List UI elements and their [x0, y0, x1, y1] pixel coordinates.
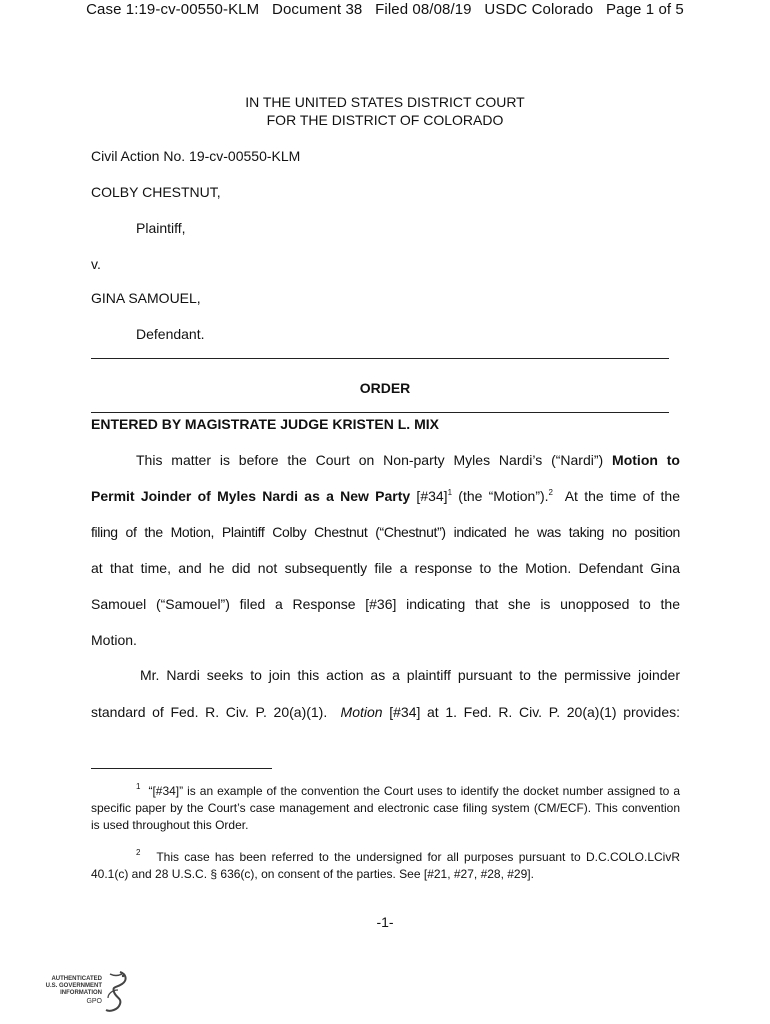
caption-divider — [91, 358, 669, 359]
page-number: -1- — [376, 914, 394, 930]
footnote-1: $^1$ “[#34]” is an example of the convention the Court uses to identify the docket number assigned to a specific paper by the Court’s case management and electronic case filing system (CM/ECF). This convention is used throughout this Order. — [91, 782, 680, 832]
plaintiff-name: COLBY CHESTNUT, — [91, 184, 221, 200]
court-name-line1: IN THE UNITED STATES DISTRICT COURT — [245, 94, 525, 110]
eagle-icon — [100, 968, 130, 1016]
order-title: ORDER — [359, 380, 411, 396]
court-name-line2: FOR THE DISTRICT OF COLORADO — [266, 112, 504, 128]
body-paragraph-1-line-4: at that time, and he did not subsequently file a response to the Motion. Defendant Gina — [91, 560, 680, 576]
gpo-authentication-seal — [40, 968, 140, 1020]
body-paragraph-1-line-3: filing of the Motion, Plaintiff Colby Chestnut (“Chestnut”) indicated he was taking no position — [91, 524, 680, 540]
seal-text: AUTHENTICATED U.S. GOVERNMENT INFORMATION GPO — [45, 976, 102, 1005]
case-header: Case 1:19-cv-00550-KLM Document 38 Filed 08/08/19 USDC Colorado Page 1 of 5 — [86, 1, 684, 18]
defendant-name: GINA SAMOUEL, — [91, 290, 201, 306]
plaintiff-role: Plaintiff, — [136, 220, 186, 236]
body-paragraph-1-line-2: Permit Joinder of Myles Nardi as a New Party [#34]$^1$ (the “Motion”).$^2$ At the time of the — [91, 488, 680, 504]
footnote-separator — [91, 768, 272, 769]
entered-by: ENTERED BY MAGISTRATE JUDGE KRISTEN L. MIX — [91, 416, 439, 432]
civil-action-number: Civil Action No. 19-cv-00550-KLM — [91, 148, 301, 164]
defendant-role: Defendant. — [136, 326, 205, 342]
body-paragraph-2-line-1: Mr. Nardi seeks to join this action as a plaintiff pursuant to the permissive joinder — [140, 667, 680, 683]
order-divider — [91, 412, 669, 413]
body-paragraph-1-line-5: Samouel (“Samouel”) filed a Response [#36] indicating that she is unopposed to the — [91, 596, 680, 612]
body-paragraph-2-line-2: standard of Fed. R. Civ. P. 20(a)(1). Motion [#34] at 1. Fed. R. Civ. P. 20(a)(1) provides: — [91, 704, 681, 720]
footnote-2: $^2$ This case has been referred to the undersigned for all purposes pursuant to D.C.COLO.LCivR 40.1(c) and 28 U.S.C. § 636(c), on consent of the parties. See [#21, #27, #28, #29]. — [91, 848, 680, 881]
versus: v. — [91, 256, 101, 272]
body-paragraph-1-line-6: Motion. — [91, 632, 137, 648]
body-paragraph-1-line-1: This matter is before the Court on Non-party Myles Nardi’s (“Nardi”) Motion to — [136, 452, 680, 468]
